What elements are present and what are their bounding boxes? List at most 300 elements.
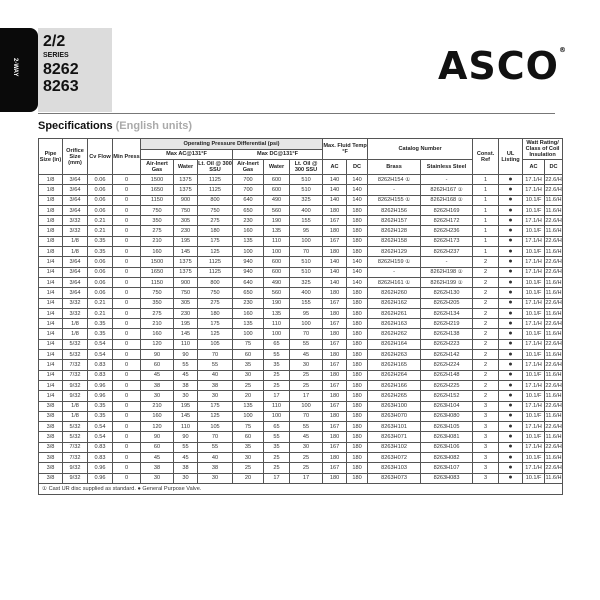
header-watt-rating: Watt Rating/ Class of Coil Insulation — [523, 139, 563, 160]
cell-dc-water: 600 — [264, 257, 290, 267]
cell-pipe-size: 1/8 — [39, 226, 63, 236]
cell-orifice-size: 3/64 — [63, 205, 88, 215]
cell-watt-dc: 11.6/H — [545, 473, 563, 483]
cell-dc-oil: 325 — [290, 277, 323, 287]
cell-ac-water: 1375 — [174, 185, 198, 195]
cell-const-ref: 2 — [473, 319, 499, 329]
cell-stainless: 8262H152 — [421, 391, 473, 401]
cell-ac-oil: 40 — [198, 370, 233, 380]
cell-ac-air: 160 — [141, 329, 174, 339]
table-row — [39, 308, 563, 318]
cell-pipe-size: 3/8 — [39, 453, 63, 463]
cell-brass: 8262H161 ① — [368, 277, 421, 287]
cell-orifice-size: 1/8 — [63, 401, 88, 411]
cell-stainless: 8263H081 — [421, 432, 473, 442]
cell-cv-flow: 0.06 — [88, 267, 113, 277]
cell-ac-water: 1375 — [174, 175, 198, 185]
cell-min-press: 0 — [113, 339, 141, 349]
cell-ul-listing: ● — [499, 401, 523, 411]
cell-temp-ac: 167 — [323, 216, 347, 226]
cell-dc-oil: 155 — [290, 298, 323, 308]
header-temp-dc: DC — [347, 160, 368, 175]
cell-min-press: 0 — [113, 370, 141, 380]
cell-ul-listing: ● — [499, 432, 523, 442]
cell-orifice-size: 9/32 — [63, 380, 88, 390]
cell-brass: 8262H163 — [368, 319, 421, 329]
cell-brass: 8262H165 — [368, 360, 421, 370]
cell-ul-listing: ● — [499, 453, 523, 463]
cell-ac-water: 230 — [174, 226, 198, 236]
side-tab — [0, 28, 38, 112]
cell-ac-water: 195 — [174, 319, 198, 329]
cell-ac-oil: 175 — [198, 401, 233, 411]
cell-ac-oil: 1125 — [198, 267, 233, 277]
cell-orifice-size: 3/32 — [63, 226, 88, 236]
cell-ac-air: 1500 — [141, 175, 174, 185]
cell-brass: 8262H262 — [368, 329, 421, 339]
cell-cv-flow: 0.06 — [88, 205, 113, 215]
cell-ac-water: 145 — [174, 329, 198, 339]
cell-cv-flow: 0.96 — [88, 391, 113, 401]
cell-dc-air: 230 — [233, 298, 264, 308]
cell-temp-ac: 180 — [323, 432, 347, 442]
cell-brass: 8262H261 — [368, 308, 421, 318]
cell-brass: 8262H164 — [368, 339, 421, 349]
specifications-table — [38, 138, 563, 495]
cell-cv-flow: 0.35 — [88, 247, 113, 257]
cell-temp-ac: 167 — [323, 236, 347, 246]
cell-ac-water: 195 — [174, 401, 198, 411]
cell-pipe-size: 1/4 — [39, 370, 63, 380]
cell-ac-water: 90 — [174, 432, 198, 442]
cell-temp-ac: 140 — [323, 195, 347, 205]
header-min-press: Min Press — [113, 139, 141, 175]
cell-min-press: 0 — [113, 288, 141, 298]
cell-const-ref: 3 — [473, 432, 499, 442]
cell-dc-air: 60 — [233, 350, 264, 360]
cell-brass: 8262H260 — [368, 288, 421, 298]
cell-watt-dc: 22.6/H — [545, 216, 563, 226]
cell-temp-dc: 140 — [347, 195, 368, 205]
cell-temp-dc: 140 — [347, 267, 368, 277]
cell-watt-ac: 17.1/H — [523, 339, 545, 349]
cell-brass: 8263H070 — [368, 411, 421, 421]
cell-ul-listing: ● — [499, 205, 523, 215]
header-dc-oil: Lt. Oil @ 300 SSU — [290, 160, 323, 175]
cell-const-ref: 2 — [473, 298, 499, 308]
cell-watt-dc: 22.6/H — [545, 298, 563, 308]
cell-cv-flow: 0.96 — [88, 380, 113, 390]
series-label: SERIES — [43, 52, 69, 59]
cell-ac-oil: 800 — [198, 195, 233, 205]
cell-temp-dc: 180 — [347, 411, 368, 421]
cell-ul-listing: ● — [499, 226, 523, 236]
cell-cv-flow: 0.83 — [88, 360, 113, 370]
cell-ul-listing: ● — [499, 288, 523, 298]
cell-watt-dc: 22.6/H — [545, 463, 563, 473]
cell-temp-ac: 140 — [323, 267, 347, 277]
cell-dc-air: 100 — [233, 247, 264, 257]
cell-cv-flow: 0.21 — [88, 298, 113, 308]
cell-min-press: 0 — [113, 401, 141, 411]
cell-const-ref: 3 — [473, 411, 499, 421]
cell-temp-ac: 180 — [323, 329, 347, 339]
cell-ac-water: 110 — [174, 339, 198, 349]
cell-dc-air: 700 — [233, 175, 264, 185]
cell-watt-ac: 17.1/H — [523, 360, 545, 370]
cell-cv-flow: 0.21 — [88, 226, 113, 236]
cell-dc-oil: 25 — [290, 370, 323, 380]
cell-dc-water: 25 — [264, 463, 290, 473]
cell-dc-air: 100 — [233, 411, 264, 421]
cell-dc-air: 135 — [233, 319, 264, 329]
cell-orifice-size: 3/64 — [63, 277, 88, 287]
cell-ac-water: 145 — [174, 411, 198, 421]
table-row — [39, 339, 563, 349]
cell-orifice-size: 1/8 — [63, 247, 88, 257]
cell-ac-oil: 1125 — [198, 175, 233, 185]
cell-min-press: 0 — [113, 432, 141, 442]
cell-watt-dc: 11.6/H — [545, 329, 563, 339]
cell-watt-ac: 17.1/H — [523, 267, 545, 277]
cell-dc-air: 640 — [233, 277, 264, 287]
cell-dc-water: 190 — [264, 216, 290, 226]
cell-watt-ac: 17.1/H — [523, 257, 545, 267]
cell-ac-water: 305 — [174, 216, 198, 226]
cell-ac-air: 60 — [141, 360, 174, 370]
cell-dc-air: 20 — [233, 473, 264, 483]
cell-ul-listing: ● — [499, 308, 523, 318]
cell-cv-flow: 0.83 — [88, 453, 113, 463]
cell-watt-ac: 10.1/F — [523, 288, 545, 298]
cell-temp-ac: 140 — [323, 257, 347, 267]
header-ac-air: Air-Inert Gas — [141, 160, 174, 175]
cell-cv-flow: 0.06 — [88, 277, 113, 287]
cell-temp-ac: 167 — [323, 339, 347, 349]
cell-const-ref: 3 — [473, 422, 499, 432]
cell-ul-listing: ● — [499, 298, 523, 308]
cell-ac-oil: 125 — [198, 411, 233, 421]
cell-ul-listing: ● — [499, 185, 523, 195]
cell-stainless: 8262H134 — [421, 308, 473, 318]
cell-ac-air: 350 — [141, 298, 174, 308]
cell-dc-air: 60 — [233, 432, 264, 442]
cell-brass: 8262H158 — [368, 236, 421, 246]
cell-min-press: 0 — [113, 463, 141, 473]
cell-temp-ac: 140 — [323, 277, 347, 287]
cell-dc-water: 55 — [264, 350, 290, 360]
cell-min-press: 0 — [113, 308, 141, 318]
cell-temp-dc: 140 — [347, 257, 368, 267]
cell-dc-oil: 510 — [290, 267, 323, 277]
cell-dc-oil: 17 — [290, 391, 323, 401]
cell-ac-air: 30 — [141, 473, 174, 483]
cell-const-ref: 2 — [473, 308, 499, 318]
cell-dc-oil: 100 — [290, 319, 323, 329]
cell-dc-air: 75 — [233, 339, 264, 349]
table-row — [39, 205, 563, 215]
cell-ac-oil: 55 — [198, 360, 233, 370]
header-brass: Brass — [368, 160, 421, 175]
cell-const-ref: 2 — [473, 360, 499, 370]
cell-temp-dc: 180 — [347, 370, 368, 380]
cell-dc-oil: 100 — [290, 236, 323, 246]
cell-pipe-size: 1/4 — [39, 329, 63, 339]
cell-dc-water: 25 — [264, 370, 290, 380]
cell-stainless: 8263H104 — [421, 401, 473, 411]
cell-ac-air: 350 — [141, 216, 174, 226]
cell-watt-ac: 10.1/F — [523, 350, 545, 360]
cell-ul-listing: ● — [499, 319, 523, 329]
cell-watt-dc: 11.6/H — [545, 391, 563, 401]
cell-orifice-size: 3/32 — [63, 216, 88, 226]
cell-min-press: 0 — [113, 185, 141, 195]
cell-watt-ac: 17.1/H — [523, 463, 545, 473]
cell-stainless: 8262H237 — [421, 247, 473, 257]
cell-dc-oil: 30 — [290, 360, 323, 370]
cell-min-press: 0 — [113, 380, 141, 390]
header-orifice-size: Orifice Size (mm) — [63, 139, 88, 175]
cell-temp-dc: 180 — [347, 350, 368, 360]
cell-dc-water: 135 — [264, 226, 290, 236]
cell-orifice-size: 5/32 — [63, 432, 88, 442]
table-row — [39, 247, 563, 257]
cell-const-ref: 2 — [473, 350, 499, 360]
cell-min-press: 0 — [113, 277, 141, 287]
cell-watt-ac: 10.1/F — [523, 205, 545, 215]
cell-ac-air: 210 — [141, 236, 174, 246]
cell-stainless: 8263H080 — [421, 411, 473, 421]
header-max-ac: Max AC@131°F — [141, 149, 233, 160]
cell-ac-water: 45 — [174, 453, 198, 463]
cell-dc-water: 25 — [264, 380, 290, 390]
cell-temp-ac: 180 — [323, 226, 347, 236]
cell-dc-water: 560 — [264, 205, 290, 215]
table-row — [39, 453, 563, 463]
cell-const-ref: 1 — [473, 226, 499, 236]
cell-temp-dc: 180 — [347, 463, 368, 473]
cell-watt-dc: 11.6/H — [545, 277, 563, 287]
cell-ac-air: 30 — [141, 391, 174, 401]
cell-dc-water: 100 — [264, 329, 290, 339]
cell-stainless: 8262H169 — [421, 205, 473, 215]
cell-watt-dc: 11.6/H — [545, 411, 563, 421]
cell-brass: 8263H071 — [368, 432, 421, 442]
cell-cv-flow: 0.06 — [88, 185, 113, 195]
cell-cv-flow: 0.54 — [88, 339, 113, 349]
cell-ac-air: 210 — [141, 319, 174, 329]
cell-ul-listing: ● — [499, 380, 523, 390]
cell-ac-air: 120 — [141, 422, 174, 432]
cell-min-press: 0 — [113, 267, 141, 277]
cell-brass: 8263H102 — [368, 442, 421, 452]
side-tab-label: 2-WAY — [12, 58, 18, 77]
cell-orifice-size: 9/32 — [63, 473, 88, 483]
table-row — [39, 401, 563, 411]
cell-pipe-size: 1/8 — [39, 247, 63, 257]
cell-orifice-size: 3/64 — [63, 288, 88, 298]
cell-temp-ac: 180 — [323, 391, 347, 401]
cell-ul-listing: ● — [499, 463, 523, 473]
cell-ac-air: 275 — [141, 226, 174, 236]
cell-orifice-size: 3/64 — [63, 267, 88, 277]
cell-orifice-size: 3/32 — [63, 308, 88, 318]
cell-min-press: 0 — [113, 195, 141, 205]
cell-brass: 8262H154 ① — [368, 175, 421, 185]
cell-watt-ac: 10.1/F — [523, 453, 545, 463]
series-box — [38, 28, 112, 112]
cell-ac-air: 90 — [141, 432, 174, 442]
cell-pipe-size: 3/8 — [39, 442, 63, 452]
cell-stainless: 8262H130 — [421, 288, 473, 298]
cell-dc-air: 160 — [233, 226, 264, 236]
cell-ac-oil: 1125 — [198, 185, 233, 195]
cell-brass: 8262H157 — [368, 216, 421, 226]
cell-cv-flow: 0.83 — [88, 370, 113, 380]
cell-ul-listing: ● — [499, 216, 523, 226]
cell-temp-dc: 180 — [347, 288, 368, 298]
cell-const-ref: 3 — [473, 463, 499, 473]
cell-ac-water: 750 — [174, 288, 198, 298]
cell-orifice-size: 1/8 — [63, 411, 88, 421]
cell-watt-dc: 22.6/H — [545, 442, 563, 452]
cell-cv-flow: 0.35 — [88, 329, 113, 339]
table-row — [39, 257, 563, 267]
cell-brass: 8262H264 — [368, 370, 421, 380]
table-row — [39, 350, 563, 360]
cell-stainless: - — [421, 257, 473, 267]
cell-stainless: 8263H106 — [421, 442, 473, 452]
cell-min-press: 0 — [113, 473, 141, 483]
cell-ac-oil: 40 — [198, 453, 233, 463]
cell-orifice-size: 1/8 — [63, 236, 88, 246]
cell-orifice-size: 3/64 — [63, 185, 88, 195]
cell-const-ref: 3 — [473, 442, 499, 452]
cell-dc-oil: 325 — [290, 195, 323, 205]
header-ac-oil: Lt. Oil @ 300 SSU — [198, 161, 232, 173]
cell-brass: 8263H103 — [368, 463, 421, 473]
cell-temp-ac: 180 — [323, 205, 347, 215]
cell-pipe-size: 3/8 — [39, 463, 63, 473]
cell-ac-air: 90 — [141, 350, 174, 360]
cell-temp-ac: 167 — [323, 319, 347, 329]
cell-ul-listing: ● — [499, 277, 523, 287]
logo-text: ASCO — [438, 44, 559, 88]
cell-brass: 8263H101 — [368, 422, 421, 432]
cell-dc-oil: 400 — [290, 205, 323, 215]
cell-cv-flow: 0.96 — [88, 473, 113, 483]
cell-ac-air: 120 — [141, 339, 174, 349]
cell-stainless: 8262H148 — [421, 370, 473, 380]
cell-ul-listing: ● — [499, 370, 523, 380]
cell-ul-listing: ● — [499, 257, 523, 267]
cell-pipe-size: 1/4 — [39, 319, 63, 329]
cell-temp-dc: 180 — [347, 360, 368, 370]
cell-dc-oil: 155 — [290, 216, 323, 226]
cell-ul-listing: ● — [499, 329, 523, 339]
cell-ac-air: 210 — [141, 401, 174, 411]
cell-brass: 8262H265 — [368, 391, 421, 401]
cell-dc-air: 25 — [233, 463, 264, 473]
header-catalog-number: Catalog Number — [368, 139, 473, 160]
cell-pipe-size: 1/8 — [39, 195, 63, 205]
cell-min-press: 0 — [113, 453, 141, 463]
cell-stainless: 8262H172 — [421, 216, 473, 226]
cell-temp-dc: 180 — [347, 216, 368, 226]
cell-cv-flow: 0.35 — [88, 401, 113, 411]
cell-temp-dc: 180 — [347, 432, 368, 442]
header-const-ref: Const. Ref — [473, 139, 499, 175]
cell-dc-oil: 100 — [290, 401, 323, 411]
table-row — [39, 277, 563, 287]
cell-dc-air: 20 — [233, 391, 264, 401]
cell-temp-dc: 180 — [347, 308, 368, 318]
cell-watt-ac: 10.1/F — [523, 370, 545, 380]
cell-watt-ac: 17.1/H — [523, 319, 545, 329]
cell-stainless: 8262H168 ① — [421, 195, 473, 205]
cell-ac-oil: 750 — [198, 288, 233, 298]
cell-ac-air: 160 — [141, 247, 174, 257]
cell-min-press: 0 — [113, 411, 141, 421]
cell-dc-oil: 95 — [290, 308, 323, 318]
cell-dc-air: 160 — [233, 308, 264, 318]
cell-watt-dc: 22.6/H — [545, 360, 563, 370]
table-row — [39, 370, 563, 380]
cell-ac-air: 160 — [141, 411, 174, 421]
cell-ac-oil: 275 — [198, 298, 233, 308]
cell-brass: 8263H100 — [368, 401, 421, 411]
header-cv-flow: Cv Flow — [88, 139, 113, 175]
cell-min-press: 0 — [113, 205, 141, 215]
cell-cv-flow: 0.54 — [88, 432, 113, 442]
cell-dc-oil: 45 — [290, 350, 323, 360]
cell-dc-water: 135 — [264, 308, 290, 318]
cell-ac-water: 55 — [174, 442, 198, 452]
cell-stainless: 8262H198 ① — [421, 267, 473, 277]
cell-ac-water: 1375 — [174, 267, 198, 277]
cell-const-ref: 1 — [473, 205, 499, 215]
cell-ac-oil: 30 — [198, 473, 233, 483]
cell-dc-water: 600 — [264, 267, 290, 277]
cell-ac-oil: 180 — [198, 226, 233, 236]
cell-dc-air: 35 — [233, 442, 264, 452]
table-row — [39, 463, 563, 473]
cell-cv-flow: 0.21 — [88, 308, 113, 318]
cell-orifice-size: 9/32 — [63, 463, 88, 473]
cell-dc-water: 100 — [264, 247, 290, 257]
cell-watt-dc: 22.6/H — [545, 380, 563, 390]
cell-temp-ac: 180 — [323, 288, 347, 298]
cell-pipe-size: 1/4 — [39, 360, 63, 370]
table-row — [39, 411, 563, 421]
cell-watt-ac: 17.1/H — [523, 175, 545, 185]
cell-brass: 8262H166 — [368, 380, 421, 390]
table-row — [39, 267, 563, 277]
cell-temp-ac: 140 — [323, 175, 347, 185]
cell-dc-water: 35 — [264, 442, 290, 452]
cell-ac-water: 90 — [174, 350, 198, 360]
series-number-2: 8263 — [43, 78, 79, 95]
cell-const-ref: 1 — [473, 236, 499, 246]
cell-pipe-size: 3/8 — [39, 401, 63, 411]
cell-dc-oil: 70 — [290, 411, 323, 421]
cell-temp-dc: 140 — [347, 175, 368, 185]
cell-orifice-size: 3/32 — [63, 298, 88, 308]
cell-temp-dc: 180 — [347, 298, 368, 308]
cell-pipe-size: 1/4 — [39, 308, 63, 318]
cell-orifice-size: 5/32 — [63, 422, 88, 432]
table-row — [39, 380, 563, 390]
